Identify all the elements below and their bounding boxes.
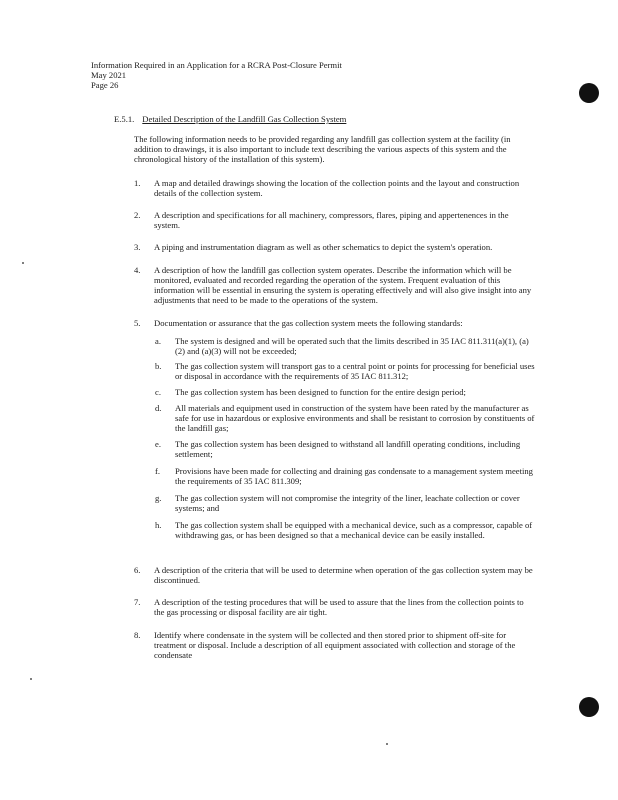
- sub-item-letter: c.: [155, 387, 161, 397]
- item-number: 7.: [134, 597, 141, 607]
- item-number: 2.: [134, 210, 141, 220]
- item-text: A piping and instrumentation diagram as well as other schematics to depict the system's operation.: [154, 242, 493, 252]
- sub-item-letter: f.: [155, 466, 161, 476]
- document-title: Information Required in an Application for a RCRA Post-Closure Permit: [91, 60, 342, 70]
- section-title: Detailed Description of the Landfill Gas Collection System: [142, 114, 347, 124]
- section-intro: The following information needs to be provided regarding any landfill gas collection system at the facility (in addition to drawings, it is also important to include text describing the various aspects of this system and the chronological history of the installation of this system).: [134, 134, 511, 164]
- item-text: A description of the testing procedures that will be used to assure that the lines from the collection points to the gas processing or disposal facility are air tight.: [154, 597, 524, 617]
- item-text: A description and specifications for all machinery, compressors, flares, piping and appertenences in the system.: [154, 210, 509, 230]
- item-number: 3.: [134, 242, 141, 252]
- binder-hole-bottom: [579, 697, 599, 717]
- scan-speck: [386, 743, 388, 745]
- item-number: 4.: [134, 265, 141, 275]
- item-number: 5.: [134, 318, 141, 328]
- section-number: E.5.1.: [114, 114, 135, 124]
- page-header: [91, 60, 421, 90]
- scan-speck: [22, 262, 24, 264]
- item-number: 1.: [134, 178, 141, 188]
- item-text: A description of the criteria that will be used to determine when operation of the gas collection system may be discontinued.: [154, 565, 533, 585]
- sub-item-text: The gas collection system will not compromise the integrity of the liner, leachate collection or cover systems; and: [175, 493, 520, 513]
- binder-hole-top: [579, 83, 599, 103]
- document-date: May 2021: [91, 70, 127, 80]
- item-text: Documentation or assurance that the gas collection system meets the following standards:: [154, 318, 463, 328]
- sub-item-text: All materials and equipment used in construction of the system have been rated by the manufacturer as safe for use in hazardous or explosive environments and shall be resistant to corrosion by constituents of the landfill gas;: [175, 403, 535, 433]
- sub-item-text: The gas collection system will transport gas to a central point or points for processing for beneficial uses or disposal in accordance with the requirements of 35 IAC 811.312;: [175, 361, 535, 381]
- sub-item-letter: g.: [155, 493, 162, 503]
- scan-speck: [30, 678, 32, 680]
- sub-item-text: The gas collection system shall be equipped with a mechanical device, such as a compressor, capable of withdrawing gas, or has been designed so that a mechanical device can be easily installed.: [175, 520, 533, 540]
- section-heading: [114, 114, 346, 124]
- sub-item-letter: h.: [155, 520, 162, 530]
- item-text: A map and detailed drawings showing the location of the collection points and the layout and construction details of the collection system.: [154, 178, 520, 198]
- sub-item-letter: a.: [155, 336, 161, 346]
- sub-item-letter: d.: [155, 403, 162, 413]
- sub-item-text: The system is designed and will be operated such that the limits described in 35 IAC 811.311(a)(1), (a)(2) and (a)(3) will not be exceeded;: [175, 336, 529, 356]
- sub-item-text: The gas collection system has been designed to function for the entire design period;: [175, 387, 466, 397]
- sub-item-letter: e.: [155, 439, 161, 449]
- item-number: 8.: [134, 630, 141, 640]
- item-text: Identify where condensate in the system will be collected and then stored prior to shipment off-site for treatment or disposal. Include a description of all equipment associated with collection and storage of the condensate: [154, 630, 516, 660]
- sub-item-text: The gas collection system has been designed to withstand all landfill operating conditions, including settlement;: [175, 439, 521, 459]
- item-text: A description of how the landfill gas collection system operates. Describe the information which will be monitored, evaluated and recorded regarding the operation of the system. Frequent evaluation of this information will be essential in ensuring the system is operating effectively and will also give insight into any adjustments that need to be made to the operations of the system.: [154, 265, 532, 305]
- sub-item-letter: b.: [155, 361, 162, 371]
- page-number: Page 26: [91, 80, 119, 90]
- sub-item-text: Provisions have been made for collecting and draining gas condensate to a management system meeting the requirements of 35 IAC 811.309;: [175, 466, 533, 486]
- item-number: 6.: [134, 565, 141, 575]
